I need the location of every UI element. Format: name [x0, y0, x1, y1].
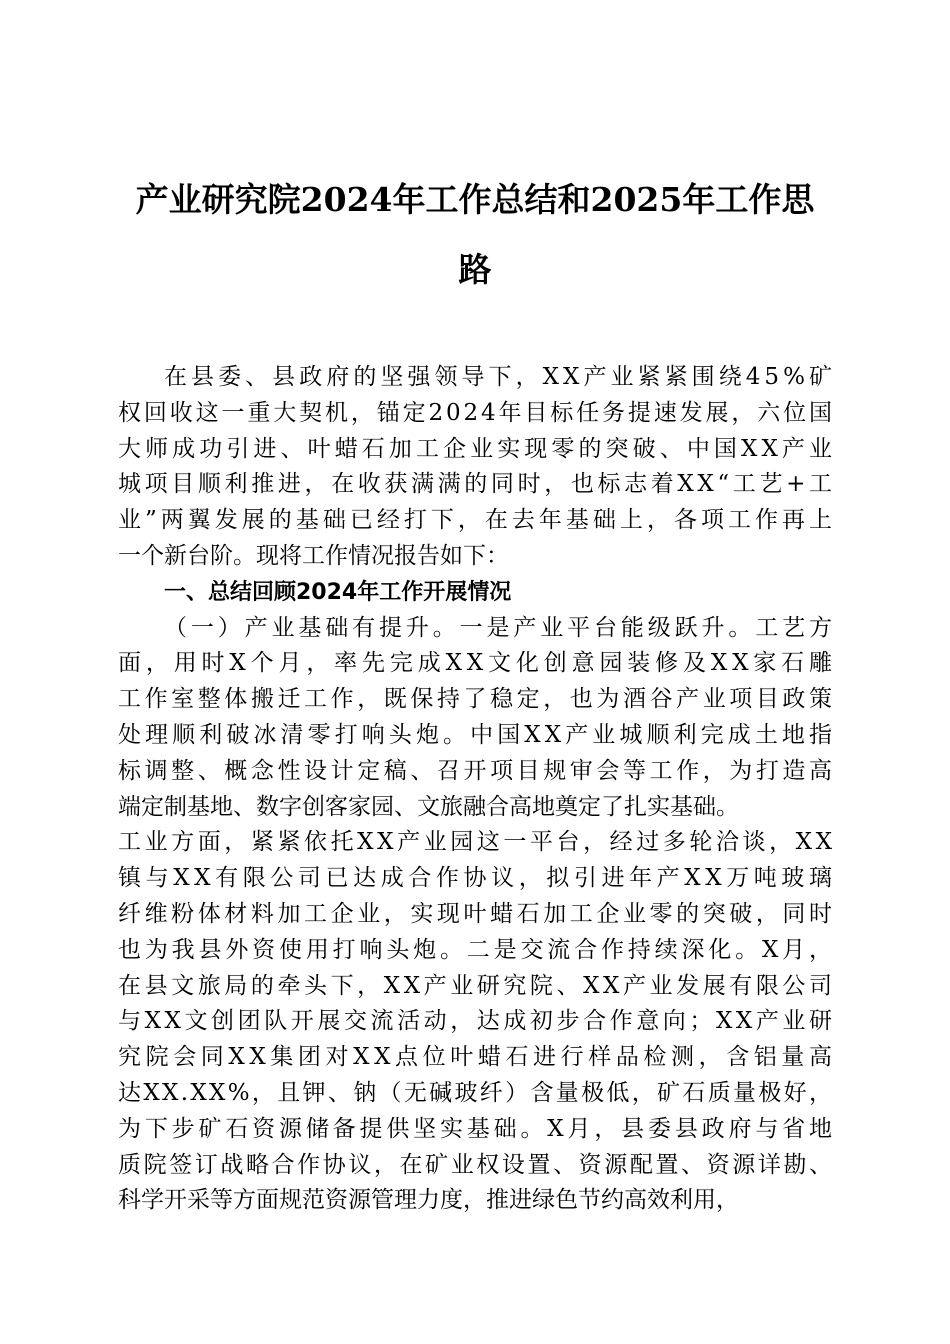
text-line: 质院签订战略合作协议，在矿业权设置、资源配置、资源详勘、: [118, 1151, 835, 1178]
text-line: 究院会同XX集团对XX点位叶蜡石进行样品检测，含铝量高: [118, 1044, 837, 1071]
section-paragraph: [118, 611, 837, 1220]
document-title: [118, 165, 832, 305]
title-line-2: 路: [458, 250, 492, 289]
text-line: 面，用时X个月，率先完成XX文化创意园装修及XX家石雕: [118, 650, 837, 677]
document-body: [118, 360, 837, 1219]
text-line: 达XX.XX%，且钾、钠（无碱玻纤）含量极低，矿石质量极好，: [118, 1079, 835, 1106]
text-line: 端定制基地、数字创客家园、文旅融合高地奠定了扎实基础。: [118, 793, 739, 820]
intro-paragraph: [118, 360, 837, 575]
text-line: 业”两翼发展的基础已经打下，在去年基础上，各项工作再上: [118, 507, 837, 534]
text-line: 镇与XX有限公司已达成合作协议，拟引进年产XX万吨玻璃: [118, 865, 837, 892]
text-line: 工业方面，紧紧依托XX产业园这一平台，经过多轮洽谈，XX: [118, 829, 836, 856]
text-line: （一）产业基础有提升。一是产业平台能级跃升。工艺方: [164, 614, 836, 641]
text-line: 大师成功引进、叶蜡石加工企业实现零的突破、中国XX产业: [118, 435, 837, 462]
text-line: 一个新台阶。现将工作情况报告如下：: [118, 542, 509, 569]
text-line: 为下步矿石资源储备提供坚实基础。X月，县委县政府与省地: [118, 1115, 836, 1142]
text-line: 标调整、概念性设计定稿、召开项目规审会等工作，为打造高: [118, 757, 836, 784]
text-line: 城项目顺利推进，在收获满满的同时，也标志着XX“工艺+工: [118, 471, 836, 498]
text-line: 科学开采等方面规范资源管理力度，推进绿色节约高效利用，: [118, 1187, 739, 1214]
text-line: 工作室整体搬迁工作，既保持了稳定，也为酒谷产业项目政策: [118, 686, 836, 713]
title-line-1: 产业研究院2024年工作总结和2025年工作思: [135, 180, 815, 219]
text-line: 权回收这一重大契机，锚定2024年目标任务提速发展，六位国: [118, 399, 835, 426]
section-heading: 一、总结回顾2024年工作开展情况: [164, 579, 512, 605]
text-line: 与XX文创团队开展交流活动，达成初步合作意向；XX产业研: [118, 1008, 836, 1035]
text-line: 在县文旅局的牵头下，XX产业研究院、XX产业发展有限公司: [118, 972, 836, 999]
text-line: 纤维粉体材料加工企业，实现叶蜡石加工企业零的突破，同时: [118, 900, 836, 927]
text-line: 在县委、县政府的坚强领导下，XX产业紧紧围绕45%矿: [164, 364, 837, 390]
text-line: 处理顺利破冰清零打响头炮。中国XX产业城顺利完成土地指: [118, 721, 837, 748]
text-line: 也为我县外资使用打响头炮。二是交流合作持续深化。X月，: [118, 936, 836, 963]
